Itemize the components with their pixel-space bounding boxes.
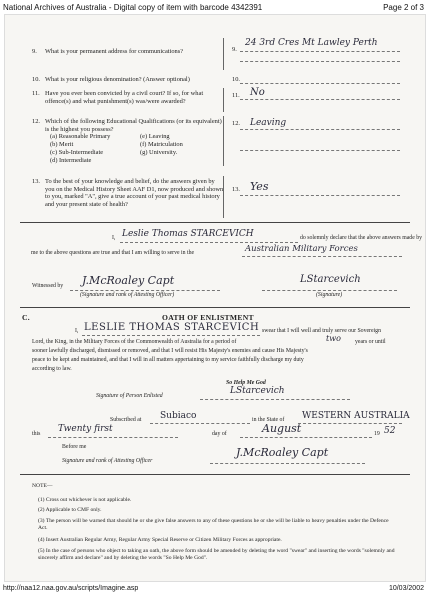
question-13-text: To the best of your knowledge and belief, do the answers given by you on the Medical History Sheet AAF D1, now produced and shown to you, marked "A", give a true account of your past medical history and your present state of health? <box>45 178 224 208</box>
oath-line-5: according to law. <box>32 366 72 372</box>
section-letter: C. <box>22 313 30 322</box>
oath-i: I, <box>75 328 79 334</box>
divider <box>223 176 224 218</box>
answer-line <box>240 129 400 130</box>
answer-13-value: Yes <box>250 180 269 193</box>
question-9-number: 9. <box>32 48 37 55</box>
state-value: WESTERN AUSTRALIA <box>302 411 410 421</box>
answer-line <box>240 195 400 196</box>
witness-signature: J.McRoaley Capt <box>82 274 175 287</box>
note-1: (1) Cross out whichever is not applicable. <box>38 497 132 503</box>
divider <box>223 116 224 166</box>
answer-line <box>240 83 400 84</box>
answer-line <box>82 335 260 336</box>
declaration-text-2: me to the above questions are true and that I am willing to serve in the <box>31 250 195 256</box>
qual-d: (d) Intermediate <box>50 157 92 164</box>
oath-title: OATH OF ENLISTMENT <box>162 313 254 322</box>
declaration-i: I, <box>112 235 116 241</box>
footer-date: 10/03/2002 <box>388 585 424 592</box>
year-prefix: 19 <box>374 431 380 437</box>
page-indicator: Page 2 of 3 <box>383 3 424 12</box>
day-value: Twenty first <box>58 424 113 434</box>
question-11-number: 11. <box>32 90 40 97</box>
answer-12-number: 12. <box>232 120 240 127</box>
qual-f: (f) Matriculation <box>140 141 183 148</box>
officer-label: Signature and rank of Attesting Officer <box>62 458 153 464</box>
section-divider <box>20 222 410 223</box>
qual-g: (g) University. <box>140 149 178 156</box>
question-10-number: 10. <box>32 76 40 83</box>
oath-swear: swear that I will well and truly serve our Sovereign <box>262 328 381 334</box>
question-9-text: What is your permanent address for communications? <box>45 48 184 55</box>
declaration-name: Leslie Thomas STARCEVICH <box>122 229 254 239</box>
question-10-text: What is your religious denomination? (Answer optional) <box>45 76 190 83</box>
this-label: this <box>32 431 41 437</box>
signature-label: Signature of Person Enlisted <box>96 393 163 399</box>
answer-12-value: Leaving <box>250 118 287 128</box>
oath-line-3: sooner lawfully discharged, dismissed or removed, and that I will resist His Majesty's enemies and cause His Majesty's <box>32 348 308 354</box>
answer-line <box>298 423 402 424</box>
signature-line <box>200 399 350 400</box>
witness-caption: (Signature and rank of Attesting Officer) <box>80 292 175 298</box>
oath-line-4: peace to be kept and maintained, and that I will in all matters appertaining to my service faithfully discharge my duty <box>32 357 304 363</box>
answer-line <box>240 437 372 438</box>
signature-line <box>210 463 365 464</box>
answer-line <box>150 423 250 424</box>
declaration-service: Australian Military Forces <box>245 244 358 254</box>
witnessed-by-label: Witnessed by <box>32 283 64 289</box>
divider <box>223 38 224 70</box>
answer-line <box>240 150 400 151</box>
signature-line <box>70 290 220 291</box>
header-title: National Archives of Australia - Digital copy of item with barcode 4342391 <box>3 3 263 12</box>
qual-b: (b) Merit <box>50 141 74 148</box>
answer-line <box>240 61 400 62</box>
answer-9-number: 9. <box>232 46 237 53</box>
so-help-me-god: So Help Me God <box>226 380 266 386</box>
section-divider <box>20 307 410 308</box>
enlisted-signature: LStarcevich <box>230 386 285 396</box>
before-me-label: Before me <box>62 444 87 450</box>
answer-13-number: 13. <box>232 186 240 193</box>
divider <box>223 88 224 112</box>
note-5: (5) In the case of persons who object to taking an oath, the above form should be amended by deleting the word "swear" and inserting the words "solemnly and sincerely affirm and declare" and by deleting the words "So Help Me God". <box>38 548 395 561</box>
answer-line <box>48 437 178 438</box>
declaration-text-1: do solemnly declare that the above answers made by <box>300 235 423 241</box>
answer-line <box>240 51 400 52</box>
question-13-number: 13. <box>32 178 40 185</box>
note-4: (4) Insert Australian Regular Army, Regular Army Special Reserve or Citizen Military Forces as appropriate. <box>38 537 282 543</box>
answer-line <box>242 256 402 257</box>
subscribed-place: Subiaco <box>160 411 197 421</box>
answer-10-number: 10. <box>232 76 240 83</box>
answer-line <box>240 99 400 100</box>
qual-c: (c) Sub-Intermediate <box>50 149 104 156</box>
section-divider <box>20 474 410 475</box>
oath-line-2a: Lord, the King, in the Military Forces of the Commonwealth of Australia for a period of <box>32 339 237 345</box>
answer-line <box>120 242 298 243</box>
subscribed-at-label: Subscribed at <box>110 417 142 423</box>
qual-a: (a) Reasonable Primary <box>50 133 111 140</box>
answer-9-value: 24 3rd Cres Mt Lawley Perth <box>245 38 378 48</box>
month-value: August <box>262 422 302 435</box>
qual-e: (e) Leaving <box>140 133 170 140</box>
signature-line <box>262 290 397 291</box>
note-3: (3) The person will be warned that should he or she give false answers to any of these questions he or she will be liable to heavy penalties under the Defence Act. <box>38 518 389 531</box>
day-of-label: day of <box>212 431 227 437</box>
year-value: 52 <box>384 426 396 436</box>
footer-url[interactable]: http://naa12.naa.gov.au/scripts/Imagine.asp <box>3 585 139 592</box>
oath-name: LESLIE THOMAS STARCEVICH <box>84 322 260 333</box>
note-2: (2) Applicable to CMF only. <box>38 507 102 513</box>
person-signature: LStarcevich <box>300 274 361 285</box>
question-12-text: Which of the following Educational Qualifications (or its equivalent) is the highest you possess? <box>45 118 222 133</box>
oath-period: two <box>326 334 341 343</box>
answer-11-number: 11. <box>232 92 240 99</box>
notes-heading: NOTE— <box>32 483 53 489</box>
person-caption: (Signature) <box>316 292 343 298</box>
answer-11-value: No <box>250 87 265 98</box>
state-label: in the State of <box>252 417 285 423</box>
officer-signature: J.McRoaley Capt <box>236 446 329 459</box>
question-12-number: 12. <box>32 118 40 125</box>
question-11-text: Have you ever been convicted by a civil court? If so, for what offence(s) and what punishment(s) was/were awarded? <box>45 90 204 105</box>
oath-line-2b: years or until <box>355 339 386 345</box>
